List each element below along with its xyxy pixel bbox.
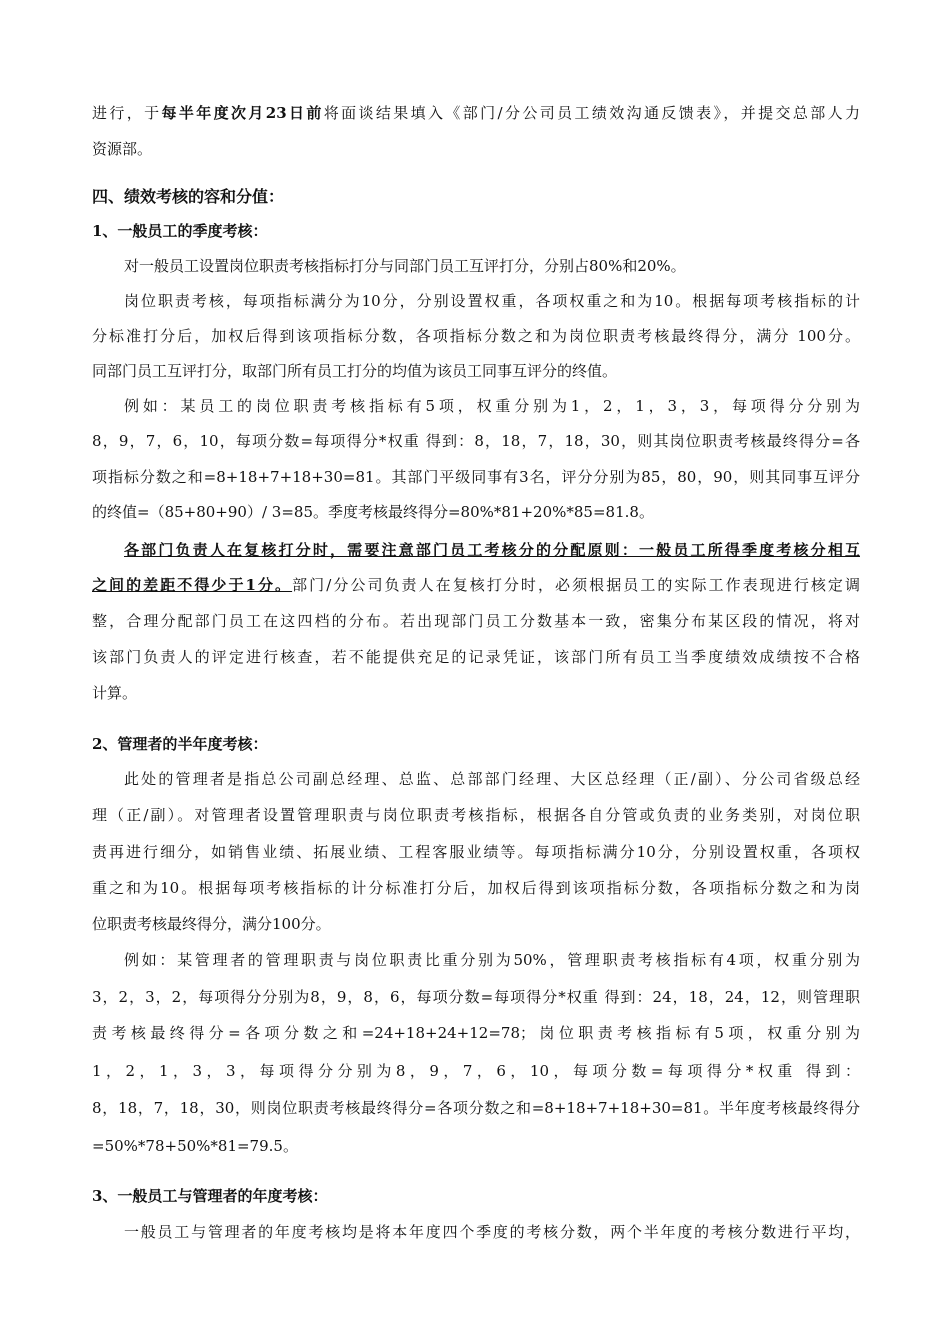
paragraph-line: =50%*78+50%*81=79.5。 [92,1137,298,1155]
section-heading-4: 四、绩效考核的容和分值： [92,187,285,206]
paragraph-line [92,575,860,595]
subsection-heading-3: 3、一般员工与管理者的年度考核： [92,1187,328,1205]
paragraph-line: 3，2，3，2，每项得分分别为8，9，8，6，每项分数=每项得分*权重 得到：24，18，24，12，则管理职 [92,988,860,1006]
paragraph-line: 岗位职责考核，每项指标满分为10分，分别设置权重，各项权重之和为10。根据每项考核指标的计 [124,292,860,310]
paragraph-line: 该部门负责人的评定进行核查，若不能提供充足的记录凭证，该部门所有员工当季度绩效成绩按不合格 [92,648,860,666]
paragraph-line: 1，2，1，3，3，每项得分分别为8，9，7，6，10，每项分数=每项得分*权重 得到： [92,1062,860,1080]
paragraph-line: 责考核最终得分=各项分数之和=24+18+24+12=78；岗位职责考核指标有5项，权重分别为 [92,1024,860,1042]
paragraph-line: 重之和为10。根据每项考核指标的计分标准打分后，加权后得到该项指标分数，各项指标分数之和为岗 [92,879,860,897]
subsection-heading-2: 2、管理者的半年度考核： [92,735,268,753]
paragraph-line: 位职责考核最终得分，满分100分。 [92,915,331,933]
subsection-heading-1: 1、一般员工的季度考核： [92,222,268,240]
paragraph-line: 整，合理分配部门员工在这四档的分布。若出现部门员工分数基本一致，密集分布某区段的情况，将对 [92,612,860,630]
text-run: 部门/分公司负责人在复核打分时，必须根据员工的实际工作表现进行核定调 [292,576,860,594]
paragraph-line: 例如：某员工的岗位职责考核指标有5项，权重分别为1，2，1，3，3，每项得分分别为 [124,397,860,415]
text-run: 进行，于 [92,104,162,122]
paragraph-line: 一般员工与管理者的年度考核均是将本年度四个季度的考核分数，两个半年度的考核分数进行平均， [124,1223,860,1241]
paragraph-line: 资源部。 [92,140,153,158]
paragraph-line: 理（正/副）。对管理者设置管理职责与岗位职责考核指标，根据各自分管或负责的业务类别，对岗位职 [92,806,860,824]
bold-deadline-text: 每半年度次月23日前 [161,104,324,122]
emphasis-line: 各部门负责人在复核打分时，需要注意部门员工考核分的分配原则：一般员工所得季度考核分相互 [124,541,860,559]
paragraph-line: 例如：某管理者的管理职责与岗位职责比重分别为50%，管理职责考核指标有4项，权重分别为 [124,951,860,969]
text-run: 将面谈结果填入《部门/分公司员工绩效沟通反馈表》，并提交总部人力 [323,104,860,122]
paragraph-line: 责再进行细分，如销售业绩、拓展业绩、工程客服业绩等。每项指标满分10分，分别设置权重，各项权 [92,843,860,861]
paragraph-line: 8，18，7，18，30，则岗位职责考核最终得分=各项分数之和=8+18+7+18+30=81。半年度考核最终得分 [92,1099,860,1117]
paragraph-line: 同部门员工互评打分，取部门所有员工打分的均值为该员工同事互评分的终值。 [92,362,618,380]
emphasis-text: 之间的差距不得少于1分。 [92,576,293,594]
paragraph-line: 计算。 [92,684,138,702]
paragraph-line: 对一般员工设置岗位职责考核指标打分与同部门员工互评打分，分别占80%和20%。 [124,257,686,275]
paragraph-line: 的终值=（85+80+90）/ 3=85。季度考核最终得分=80%*81+20%*85=81.8。 [92,503,654,521]
paragraph-line: 此处的管理者是指总公司副总经理、总监、总部部门经理、大区总经理（正/副）、分公司省级总经 [124,770,860,788]
paragraph-line: 分标准打分后，加权后得到该项指标分数，各项指标分数之和为岗位职责考核最终得分，满分 100分。 [92,327,860,345]
paragraph-line [92,103,860,123]
paragraph-line: 项指标分数之和=8+18+7+18+30=81。其部门平级同事有3名，评分分别为85，80，90，则其同事互评分 [92,468,860,486]
paragraph-line: 8，9，7，6，10，每项分数=每项得分*权重 得到：8，18，7，18，30，则其岗位职责考核最终得分=各 [92,432,860,450]
